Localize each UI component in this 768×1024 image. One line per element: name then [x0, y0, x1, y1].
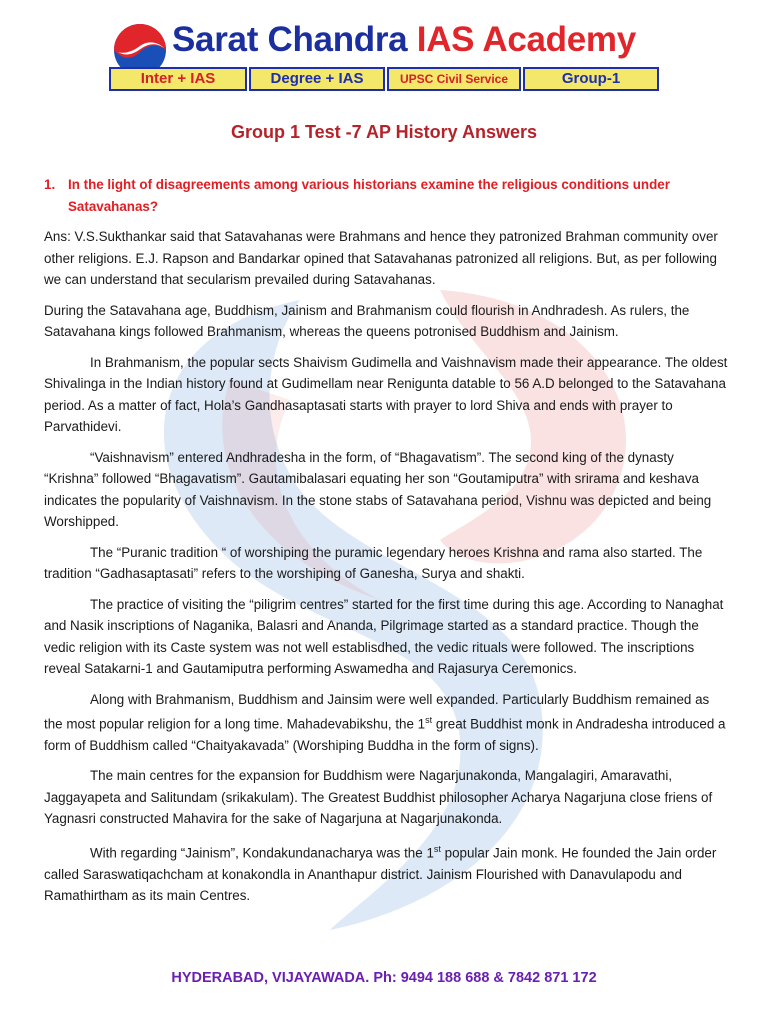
ordinal-suffix: st	[433, 843, 441, 854]
tag-inter-ias: Inter + IAS	[109, 67, 247, 91]
paragraph-answer-intro: Ans: V.S.Sukthankar said that Satavahanas were Brahmans and hence they patronized Brahman community over other religions. E.J. Rapson and Bandarkar opined that Satavahanas patronized all religions. But, as per following we can understand that secularism prevailed during Satavahanas.	[44, 229, 718, 287]
page-title: Group 1 Test -7 AP History Answers	[230, 122, 538, 142]
tag-group-1: Group-1	[523, 67, 659, 91]
question	[44, 174, 728, 217]
paragraph-buddhist-centres: The main centres for the expansion for Buddhism were Nagarjunakonda, Mangalagiri, Amaravathi, Jaggayapeta and Salitundam (srikakulam). The Greatest Buddhist philosopher Acharya Nagarjuna close friens of Yagnasri constructed Mahavira for the sake of Nagarjuna at Nagarjunakonda.	[44, 768, 713, 827]
question-text: In the light of disagreements among various historians examine the religious conditions under Satavahanas?	[68, 177, 670, 214]
footer-contact: HYDERABAD, VIJAYAWADA. Ph: 9494 188 688 & 7842 871 172	[171, 970, 597, 986]
academy-name-part2: IAS Academy	[416, 20, 636, 59]
paragraph-brahmanism: In Brahmanism, the popular sects Shaivism Gudimella and Vaishnavism made their appearance. The oldest Shivalinga in the Indian history found at Gudimellam near Renigunta datable to 56 A.D belonged to the Satavahana period. As a matter of fact, Hola’s Gandhasaptasati starts with prayer to lord Shiva and ends with prayer to Parvathidevi.	[44, 354, 728, 434]
paragraph-puranic-tradition: The “Puranic tradition “ of worshiping the puramic legendary heroes Krishna and rama also started. The tradition “Gadhasaptasati” refers to the worshiping of Ganesha, Surya and shakti.	[44, 544, 703, 581]
academy-name-part1: Sarat Chandra	[172, 20, 408, 59]
answer-content	[44, 174, 728, 916]
ordinal-suffix: st	[425, 715, 433, 725]
academy-name	[172, 20, 636, 60]
tag-upsc-civil-service: UPSC Civil Service	[387, 67, 521, 91]
paragraph-buddhism: Along with Brahmanism, Buddhism and Jainsim were well expanded. Particularly Buddhism remained as the most popular religion for a long time. Mahadevabikshu, the 1st great Buddhist monk in Andradesha introduced a form of Buddhism called “Chaityakavada” (Worshiping Buddha in the form of signs).	[44, 691, 726, 753]
question-number: 1.	[44, 177, 56, 192]
paragraph-vaishnavism: “Vaishnavism” entered Andhradesha in the form, of “Bhagavatism”. The second king of the dynasty “Krishna” followed “Bhagavatism”. Gautamibalasari equating her son “Goutamiputra” with srirama and keshava indicates the popularity of Vaishnavism. In the stone stabs of Satavahana period, Vishnu was depicted and being Worshipped.	[44, 449, 712, 529]
tag-degree-ias: Degree + IAS	[249, 67, 385, 91]
paragraph-jainism: With regarding “Jainism”, Kondakundanacharya was the 1st popular Jain monk. He founded the Jain order called Saraswatiqachcham at konakondla in Ananthapur district. Jainism Flourished with Danavulapodu and Ramathirtham as its main Centres.	[44, 843, 717, 904]
paragraph-pilgrim-centres: The practice of visiting the “piligrim centres” started for the first time during this age. According to Nanaghat and Nasik inscriptions of Naganika, Balasri and Ananda, Pilgrimage started as a standard practice. Though the vedic religion with its Caste system was not well establisdhed, the vedic rituals were followed. The inscriptions reveal Satakarni-1 and Gautamiputra performing Aswamedha and Rajasurya Ceremonics.	[44, 596, 724, 676]
paragraph-satavahana-age: During the Satavahana age, Buddhism, Jainism and Brahmanism could flourish in Andhradesh. As rulers, the Satavahana kings followed Brahmanism, whereas the queens potronised Buddhism and Jainism.	[44, 302, 690, 339]
header	[0, 14, 768, 94]
